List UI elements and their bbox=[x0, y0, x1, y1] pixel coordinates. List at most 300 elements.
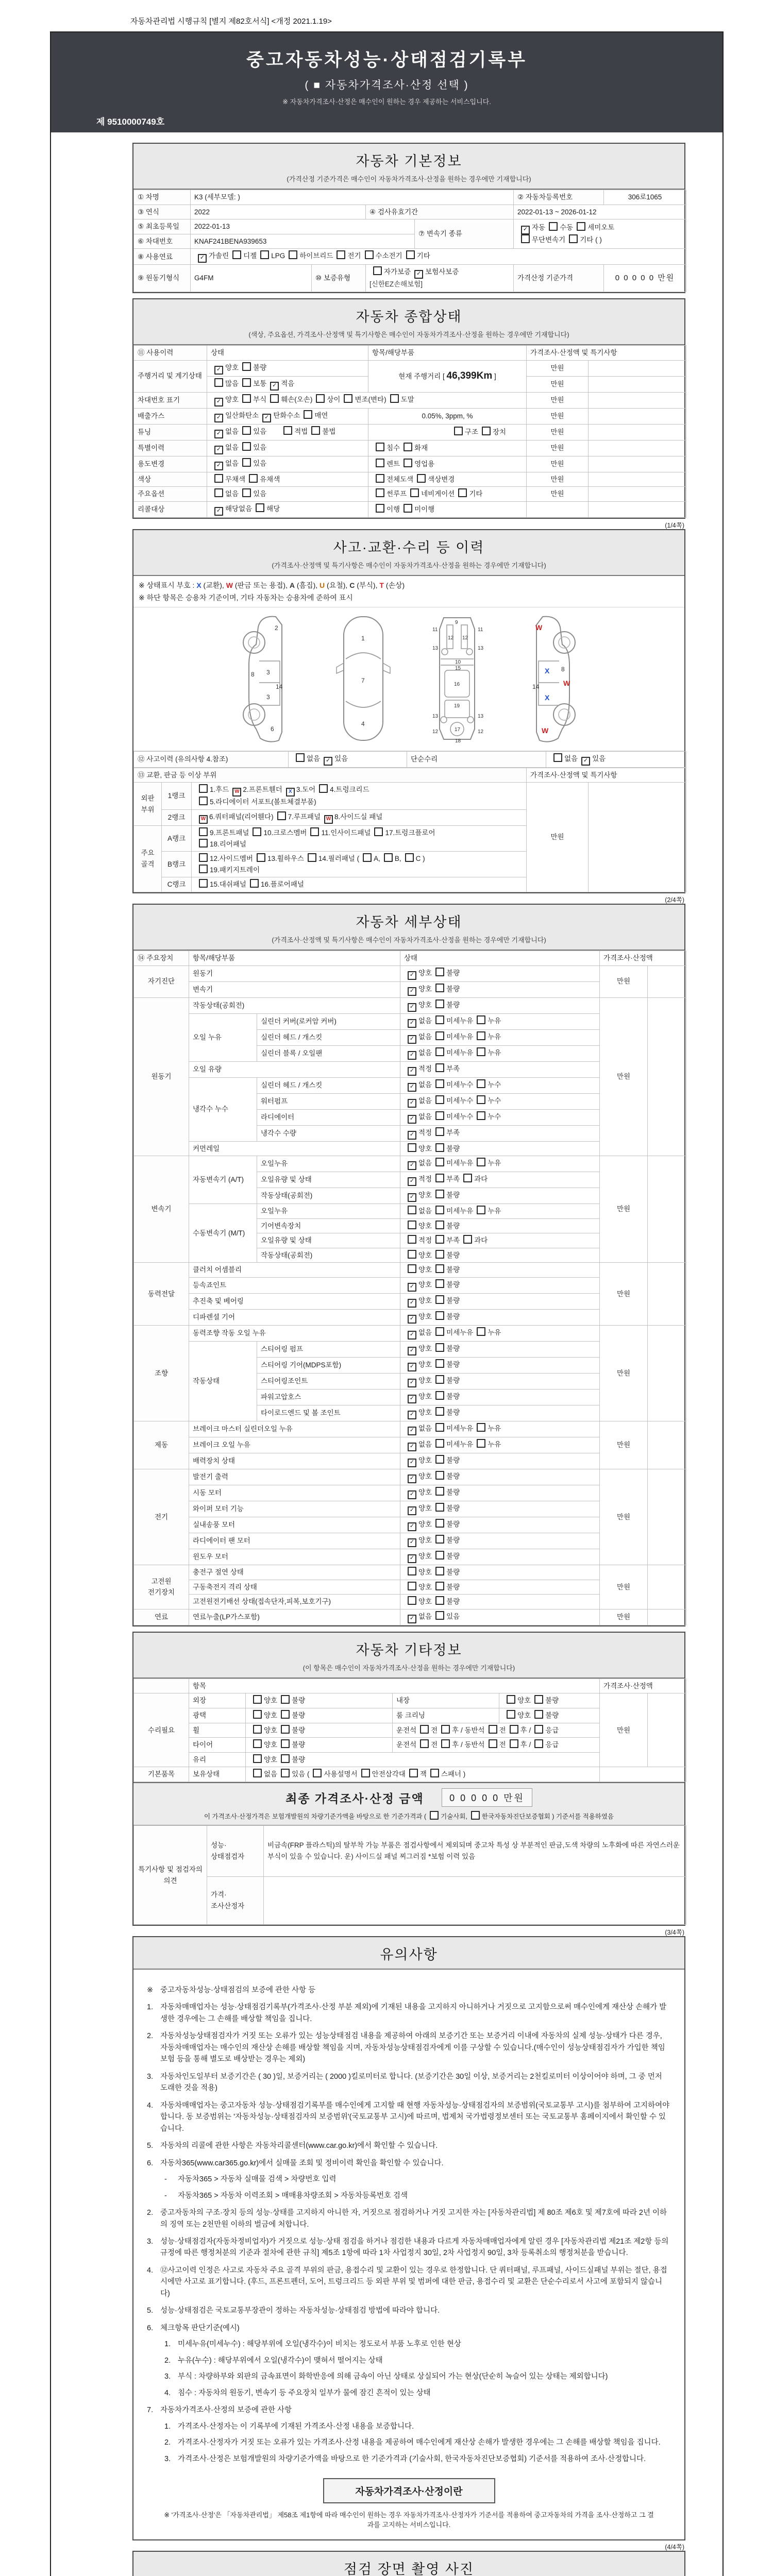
table-row bbox=[134, 965, 686, 981]
notice-item-number: ※ bbox=[147, 1986, 154, 1994]
car-damage-diagrams bbox=[133, 607, 684, 751]
notice-item-text: 가격조사·산정자는 이 기록부에 기재된 가격조사·산정 내용을 보증합니다. bbox=[178, 2422, 414, 2431]
checkbox bbox=[534, 1710, 543, 1719]
table-cell: 비금속(FRP 플라스틱)의 탈부착 가능 부품은 점검사항에서 제외되며 중고차 특성 상 부분적인 판금,도색 차량의 노후화에 따른 자연스러운 부식이 있을 수 있습니다. 운) 사이드실 패널 찌그러짐 *보험 이력 있음 bbox=[264, 1826, 686, 1877]
table-cell: ⑬ 교환, 판금 등 이상 부위 bbox=[134, 768, 527, 783]
notice-item-text: 자동차의 리콜에 관한 사항은 자동차리콜센터(www.car.go.kr)에서 확인할 수 있습니다. bbox=[160, 2142, 438, 2150]
table-cell bbox=[400, 1310, 600, 1326]
table-cell: 만원 bbox=[527, 376, 589, 392]
checkbox bbox=[253, 1710, 262, 1719]
checkbox-label: 불량 bbox=[292, 1711, 306, 1720]
detail-state-title-band bbox=[133, 905, 684, 951]
checkbox-label: 적법 bbox=[294, 427, 308, 435]
checkbox-checked: ✓ bbox=[414, 270, 423, 279]
table-cell: C랭크 bbox=[162, 877, 192, 892]
table-cell bbox=[514, 219, 686, 249]
notice-item bbox=[147, 2236, 671, 2259]
table-cell: 디파렌셜 기어 bbox=[189, 1310, 400, 1326]
table-cell: ⑨ 원동기형식 bbox=[134, 265, 191, 292]
checkbox-label: 불량 bbox=[292, 1741, 306, 1749]
table-cell: ⑩ 보증유형 bbox=[312, 265, 366, 292]
table-cell bbox=[368, 456, 527, 472]
checkbox-label: 수소전기 bbox=[375, 252, 402, 260]
notice-item-number: 3. bbox=[164, 2372, 171, 2381]
text-token: W bbox=[226, 581, 233, 589]
table-cell bbox=[400, 1485, 600, 1501]
checkbox-label: 양호 bbox=[418, 1504, 432, 1513]
state-mark-legend bbox=[133, 576, 684, 591]
notice-item-number: 1. bbox=[164, 2422, 171, 2431]
table-cell: ⑥ 차대번호 bbox=[134, 234, 191, 249]
checkbox bbox=[277, 811, 286, 820]
checkbox-label: 양호 bbox=[418, 1377, 432, 1385]
notice-item bbox=[147, 2071, 671, 2094]
checkbox bbox=[253, 1695, 262, 1704]
section-etc-info bbox=[132, 1632, 685, 1926]
checkbox-label: 있음 bbox=[253, 490, 267, 498]
table-cell bbox=[264, 1877, 686, 1925]
table-cell bbox=[400, 1263, 600, 1278]
notice-item-number: - bbox=[164, 2191, 167, 2200]
table-cell: 타이로드엔드 및 볼 조인트 bbox=[257, 1405, 400, 1421]
table-row bbox=[134, 1326, 686, 1342]
checkbox-label: 한국자동차진단보증협회 bbox=[481, 1813, 550, 1820]
checkbox bbox=[199, 796, 208, 805]
table-cell: ⑦ 변속기 종류 bbox=[415, 219, 514, 249]
section-note: (가격조사·산정액 및 특기사항은 매수인이 자동차가격조사·산정을 원하는 경우에만 기재합니다) bbox=[272, 561, 546, 569]
checkbox-label: 양호 bbox=[418, 1001, 432, 1009]
table-cell: 차대번호 표기 bbox=[134, 392, 207, 408]
table-cell: 룸 크리닝 bbox=[393, 1708, 499, 1723]
text-token: T bbox=[379, 581, 384, 589]
notice-item-number: 1. bbox=[147, 2003, 154, 2012]
checkbox-label: 전 bbox=[499, 1741, 506, 1749]
checkbox-checked: ✓ bbox=[408, 1522, 416, 1531]
table-cell: 고전원 전기장치 bbox=[134, 1565, 189, 1609]
table-cell bbox=[400, 1549, 600, 1565]
notice-item bbox=[164, 2371, 671, 2382]
table-cell: ④ 검사유효기간 bbox=[366, 205, 514, 219]
notice-item-number: 3. bbox=[147, 2072, 154, 2081]
checkbox-label: 양호 bbox=[264, 1726, 278, 1734]
table-cell bbox=[589, 376, 686, 392]
table-cell bbox=[589, 472, 686, 487]
text-token: A bbox=[289, 581, 295, 589]
checkbox-checked: ✓ bbox=[408, 1299, 416, 1308]
checkbox bbox=[408, 1235, 416, 1244]
checkbox bbox=[477, 1423, 485, 1432]
checkbox bbox=[242, 442, 251, 451]
checkbox-label: 없음 bbox=[418, 1032, 432, 1041]
checkbox bbox=[242, 394, 251, 403]
table-cell: 만원 bbox=[527, 424, 589, 440]
table-cell: K3 (세부모델: ) bbox=[191, 190, 514, 205]
checkbox-label: 유채색 bbox=[260, 475, 280, 483]
checkbox-label: 탄화수소 bbox=[273, 411, 300, 419]
checkbox-checked: ✓ bbox=[324, 757, 332, 766]
checkbox-label: 9.프론트패널 bbox=[210, 828, 249, 837]
checkbox bbox=[489, 1739, 497, 1748]
checkbox-label: 불량 bbox=[446, 1504, 460, 1513]
table-cell: ⑭ 주요장치 bbox=[134, 951, 189, 965]
notice-item-text: 체크항목 판단기준(예시) bbox=[160, 2324, 240, 2332]
notice-item-number: 2. bbox=[147, 2209, 154, 2217]
checkbox bbox=[281, 1710, 290, 1719]
table-cell: 만원 bbox=[527, 440, 589, 456]
notice-item-text: 자동차매매업자는 중고자동차 성능·상태점검기록부를 매수인에게 고지할 때 현행 자동차성능·상태점검자의 보증범위(국토교통부 고시)를 첨부하여 고지하여야 합니다. 동 보증범위는 '자동차성능·상태점검자의 보증범위'(국토교통부 고시)에 따르며, 법제처 국가법령정보센터 또는 국토교통부 홈페이지에서 확인할 수 있습니다. bbox=[160, 2101, 670, 2133]
checkbox bbox=[253, 827, 261, 836]
checkbox bbox=[471, 1811, 480, 1820]
table-cell bbox=[368, 360, 527, 392]
diagram-label: 4 bbox=[361, 720, 365, 727]
table-cell: 기어변속장치 bbox=[257, 1218, 400, 1233]
checkbox bbox=[435, 1359, 444, 1368]
table-cell bbox=[400, 1061, 600, 1077]
checkbox-checked: ✓ bbox=[408, 1099, 416, 1108]
checkbox bbox=[242, 426, 251, 435]
checkbox bbox=[316, 394, 325, 403]
checkbox bbox=[405, 853, 414, 862]
table-cell: 작동상태(공회전) bbox=[257, 1248, 400, 1263]
notice-item-text: 미세누유(미세누수) : 해당부위에 오일(냉각수)이 비치는 정도로서 부품 노후로 인한 현상 bbox=[178, 2340, 461, 2349]
checkbox-label: 양호 bbox=[418, 1222, 432, 1230]
checkbox bbox=[435, 1582, 444, 1590]
text-token: 8.사이드실 패널 bbox=[334, 812, 383, 821]
table-cell bbox=[589, 456, 686, 472]
table-cell bbox=[246, 1767, 600, 1782]
checkbox bbox=[477, 1158, 485, 1166]
section-title: 점검 장면 촬영 사진 bbox=[343, 2562, 475, 2576]
checkbox bbox=[304, 410, 312, 419]
checkbox-label: 없음 bbox=[564, 754, 578, 762]
table-row bbox=[134, 768, 686, 783]
table-cell: 제동 bbox=[134, 1421, 189, 1469]
table-row bbox=[134, 1156, 686, 1172]
diagram-label: 14 bbox=[532, 683, 539, 690]
diagram-label: 13 bbox=[432, 713, 438, 719]
table-row bbox=[134, 1609, 686, 1625]
table-cell: ① 차명 bbox=[134, 190, 191, 205]
checkbox bbox=[214, 488, 223, 497]
checkbox bbox=[417, 474, 426, 483]
notice-item bbox=[147, 2002, 671, 2025]
checkbox-checked: ✓ bbox=[408, 1554, 416, 1563]
checkbox bbox=[435, 1551, 444, 1560]
table-cell: 0.05%, 3ppm, % bbox=[368, 408, 527, 424]
table-cell: 외판 부위 bbox=[134, 783, 162, 826]
table-cell bbox=[246, 1708, 393, 1723]
table-cell bbox=[393, 1738, 600, 1753]
table-cell bbox=[400, 1013, 600, 1029]
table-row bbox=[134, 1263, 686, 1278]
checkbox-label: 미세누수 bbox=[446, 1080, 474, 1089]
checkbox-label: 13.휠하우스 bbox=[267, 855, 304, 863]
notice-item bbox=[164, 2190, 671, 2201]
checkbox bbox=[408, 1582, 416, 1590]
notice-item bbox=[164, 2421, 671, 2432]
checkbox-label: 양호 bbox=[418, 1393, 432, 1401]
text-token: 이 가격조사·산정가격은 보험개발원의 차량기준가액을 바탕으로 한 기준가격과 ( bbox=[204, 1813, 427, 1820]
checkbox-label: 있음 bbox=[334, 754, 348, 762]
checkbox-label: 일산화탄소 bbox=[225, 411, 259, 419]
checkbox bbox=[510, 1739, 518, 1748]
diagram-label: 8 bbox=[561, 665, 565, 673]
table-cell: 커먼레일 bbox=[189, 1141, 400, 1156]
checkbox bbox=[199, 827, 208, 836]
checkbox-label: 불량 bbox=[292, 1697, 306, 1705]
checkbox-label: 썬루프 bbox=[386, 490, 407, 498]
checkbox-label: 기타 bbox=[416, 252, 430, 260]
checkbox bbox=[435, 1158, 444, 1166]
notice-item bbox=[147, 2100, 671, 2134]
table-cell bbox=[589, 501, 686, 517]
diagram-label: 1 bbox=[361, 634, 365, 642]
checkbox-label: 이행 bbox=[386, 505, 400, 513]
table-cell: 윈도우 모터 bbox=[189, 1549, 400, 1565]
table-cell: 자기진단 bbox=[134, 965, 189, 997]
table-cell: 가격조사·산정액 bbox=[600, 951, 686, 965]
checkbox bbox=[435, 968, 444, 976]
checkbox bbox=[521, 234, 530, 243]
table-cell: 만원 bbox=[600, 1326, 648, 1421]
notice-item-number: - bbox=[164, 2175, 167, 2184]
section-title: 자동차 세부상태 bbox=[356, 914, 462, 930]
checkbox bbox=[435, 1423, 444, 1432]
diagram-label: 16 bbox=[453, 681, 460, 687]
table-cell bbox=[368, 440, 527, 456]
table-cell bbox=[400, 1077, 600, 1093]
table-cell: 작동상태 bbox=[189, 1342, 257, 1421]
checkbox-label: 양호 bbox=[264, 1755, 278, 1764]
checkbox bbox=[376, 443, 384, 451]
table-cell: ⑤ 최초등록일 bbox=[134, 219, 191, 234]
checkbox bbox=[214, 474, 223, 483]
checkbox-label: 없음 bbox=[225, 427, 239, 435]
table-row bbox=[134, 472, 686, 487]
checkbox bbox=[534, 1695, 543, 1704]
checkbox-label: 불량 bbox=[446, 1472, 460, 1481]
checkbox-label: 불량 bbox=[545, 1697, 559, 1705]
final-price-note bbox=[133, 1811, 684, 1821]
diagram-label: 2 bbox=[274, 624, 278, 632]
checkbox bbox=[435, 1079, 444, 1088]
table-cell: 특별이력 bbox=[134, 440, 207, 456]
text-token: ※ 상태표시 부호 : bbox=[139, 581, 197, 589]
text-token: 운전석 bbox=[396, 1726, 417, 1734]
checkbox-label: 양호 bbox=[418, 1251, 432, 1259]
table-cell: 브레이크 오일 누유 bbox=[189, 1437, 400, 1453]
checkbox bbox=[406, 250, 415, 259]
checkbox-checked: ✓ bbox=[408, 1395, 416, 1403]
table-cell: 만원 bbox=[600, 1565, 648, 1609]
checkbox-label: 불량 bbox=[446, 1377, 460, 1385]
checkbox-label: 부식 bbox=[253, 395, 267, 403]
table-cell: 실린더 헤드 / 개스킷 bbox=[257, 1077, 400, 1093]
checkbox-label: 불량 bbox=[446, 1001, 460, 1009]
checkbox bbox=[214, 378, 223, 387]
checkbox-label: 스패너 bbox=[441, 1770, 462, 1778]
checkbox-label: 불량 bbox=[446, 985, 460, 993]
page-marker-1: (1/4쪽) bbox=[665, 521, 684, 529]
table-cell bbox=[589, 360, 686, 376]
checkbox bbox=[435, 1295, 444, 1304]
table-cell: KNAF241BENA939653 bbox=[191, 234, 415, 249]
table-cell bbox=[648, 1156, 686, 1263]
checkbox-label: 4.트렁크리드 bbox=[330, 786, 369, 794]
checkbox bbox=[435, 1311, 444, 1320]
table-cell: 변속기 bbox=[134, 1156, 189, 1263]
checkbox-label: 17.트렁크플로어 bbox=[385, 828, 435, 837]
table-cell: 작동상태(공회전) bbox=[189, 997, 400, 1013]
diagram-label: 12 bbox=[432, 728, 438, 735]
checkbox bbox=[477, 1015, 485, 1024]
notice-item-text: 성능·상태점검은 국토교통부장관이 정하는 자동차성능·상태점검 방법에 따라야 합니다. bbox=[160, 2307, 440, 2315]
checkbox-label: 없음 bbox=[418, 1612, 432, 1620]
table-row bbox=[134, 1826, 686, 1877]
table-row bbox=[134, 1693, 686, 1708]
checkbox-label: 누유 bbox=[488, 1207, 501, 1215]
table-row bbox=[134, 249, 686, 265]
table-row bbox=[134, 265, 686, 292]
table-cell bbox=[400, 1469, 600, 1485]
section-accident-history bbox=[132, 529, 685, 893]
checkbox-label: 네비게이션 bbox=[421, 490, 455, 498]
notice-item bbox=[147, 2323, 671, 2334]
table-cell: 만원 bbox=[600, 965, 648, 997]
checkbox-label: 누수 bbox=[488, 1080, 501, 1089]
checkbox-label: 불량 bbox=[545, 1711, 559, 1720]
checkbox-label: 부족 bbox=[446, 1175, 460, 1183]
checkbox-label: 후 bbox=[520, 1726, 527, 1734]
text-token: / 동반석 bbox=[459, 1726, 485, 1734]
checkbox bbox=[435, 1174, 444, 1182]
checkbox-label: 양호 bbox=[225, 395, 239, 403]
checkbox-label: 1.후드 bbox=[210, 786, 229, 794]
checkbox bbox=[242, 378, 251, 387]
checkbox bbox=[534, 1725, 543, 1734]
checkbox bbox=[408, 1264, 416, 1273]
text-token: (요철), bbox=[325, 581, 350, 589]
checkbox bbox=[463, 1235, 472, 1244]
table-cell bbox=[393, 1723, 600, 1738]
checkbox-label: LPG bbox=[271, 252, 285, 260]
table-cell bbox=[499, 1708, 600, 1723]
diagram-label: 12 bbox=[462, 635, 468, 641]
checkbox bbox=[308, 853, 316, 862]
checkbox-label: 양호 bbox=[517, 1711, 531, 1720]
table-cell: 추진축 및 베어링 bbox=[189, 1294, 400, 1310]
table-cell: 내장 bbox=[393, 1693, 499, 1708]
checkbox-label: 색상변경 bbox=[428, 475, 455, 483]
table-cell: 주요 골격 bbox=[134, 825, 162, 892]
table-cell: 구동축전지 격리 상태 bbox=[189, 1580, 400, 1595]
checkbox-label: 불량 bbox=[446, 1191, 460, 1199]
checkbox bbox=[232, 250, 241, 259]
checkbox-checked: ✓ bbox=[214, 366, 223, 375]
notice-title-band bbox=[133, 1937, 684, 1970]
table-cell: 등속죠인트 bbox=[189, 1278, 400, 1294]
checkbox-label: 양호 bbox=[418, 1191, 432, 1199]
checkbox-label: 양호 bbox=[418, 1536, 432, 1545]
checkbox-label: 누유 bbox=[488, 1016, 501, 1025]
table-cell: 원동기 bbox=[134, 997, 189, 1156]
table-cell bbox=[648, 1263, 686, 1326]
table-cell: 광택 bbox=[189, 1708, 246, 1723]
damage-mark: W bbox=[535, 623, 542, 632]
checkbox-label: 누유 bbox=[488, 1159, 501, 1167]
table-cell bbox=[400, 1389, 600, 1405]
checkbox-label: 불량 bbox=[446, 969, 460, 977]
notice-item-number: 6. bbox=[147, 2324, 154, 2332]
checkbox bbox=[435, 984, 444, 992]
checkbox-checked: ✓ bbox=[198, 254, 207, 263]
checkbox-label: 양호 bbox=[418, 1281, 432, 1289]
checkbox-label: 불량 bbox=[446, 1409, 460, 1417]
text-token: 3.도어 bbox=[296, 786, 316, 794]
table-cell: 튜닝 bbox=[134, 424, 207, 440]
table-cell: 색상 bbox=[134, 472, 207, 487]
checkbox-label: 있음 bbox=[253, 459, 267, 467]
table-cell bbox=[246, 1738, 393, 1753]
text-token: / bbox=[527, 1726, 531, 1734]
checkbox-label: 누유 bbox=[488, 1032, 501, 1041]
table-cell: 가격조사·산정액 및 특기사항 bbox=[527, 345, 686, 360]
checkbox bbox=[435, 1487, 444, 1496]
table-cell bbox=[246, 1752, 600, 1767]
checkbox-checked: ✓ bbox=[214, 462, 223, 470]
checkbox-checked: ✓ bbox=[408, 1331, 416, 1340]
table-cell bbox=[648, 1469, 686, 1565]
checkbox-label: 하이브리드 bbox=[299, 252, 333, 260]
document-frame bbox=[50, 31, 724, 2576]
checkbox bbox=[319, 784, 328, 793]
table-cell: 실린더 커버(로커암 커버) bbox=[257, 1013, 400, 1029]
checkbox-label: 12.사이드멤버 bbox=[210, 855, 253, 863]
checkbox-checked: ✓ bbox=[408, 1427, 416, 1435]
table-cell: 306로1065 bbox=[604, 190, 686, 205]
checkbox-label: 없음 bbox=[418, 1112, 432, 1121]
checkbox bbox=[270, 394, 279, 403]
checkbox-label: 없음 bbox=[418, 1329, 432, 1337]
checkbox-label: 자가보증 bbox=[384, 268, 411, 276]
checkbox bbox=[435, 1015, 444, 1024]
checkbox-label: 있음 bbox=[292, 1770, 306, 1778]
car-diagram-underbody bbox=[428, 614, 486, 743]
checkbox bbox=[199, 853, 208, 862]
table-cell: 만원 bbox=[600, 1421, 648, 1469]
checkbox bbox=[577, 222, 585, 231]
notice-item-text: 침수 : 자동차의 원동기, 변속기 등 주요장치 일부가 물에 잠긴 흔적이 있는 상태 bbox=[178, 2388, 431, 2397]
table-cell: 자동변속기 (A/T) bbox=[189, 1156, 257, 1204]
final-price-value: 0 0 0 0 0 만원 bbox=[442, 1788, 532, 1807]
table-cell bbox=[400, 1405, 600, 1421]
table-cell bbox=[207, 424, 368, 440]
checkbox-label: 없음 bbox=[418, 1425, 432, 1433]
checkbox-checked: ✓ bbox=[408, 1347, 416, 1355]
table-cell: 라디에이터 팬 모터 bbox=[189, 1533, 400, 1549]
basic-info-table bbox=[133, 190, 686, 292]
checkbox-label: 불량 bbox=[446, 1266, 460, 1274]
diagram-label: 11 bbox=[432, 626, 438, 633]
checkbox-label: 누유 bbox=[488, 1440, 501, 1449]
table-cell: 만원 bbox=[600, 997, 648, 1156]
checkbox-label: 불량 bbox=[446, 1144, 460, 1153]
table-row bbox=[134, 1877, 686, 1925]
checkbox bbox=[404, 443, 412, 451]
checkbox-label: 미세누유 bbox=[446, 1440, 474, 1449]
table-cell bbox=[207, 487, 368, 502]
table-cell bbox=[246, 1723, 393, 1738]
